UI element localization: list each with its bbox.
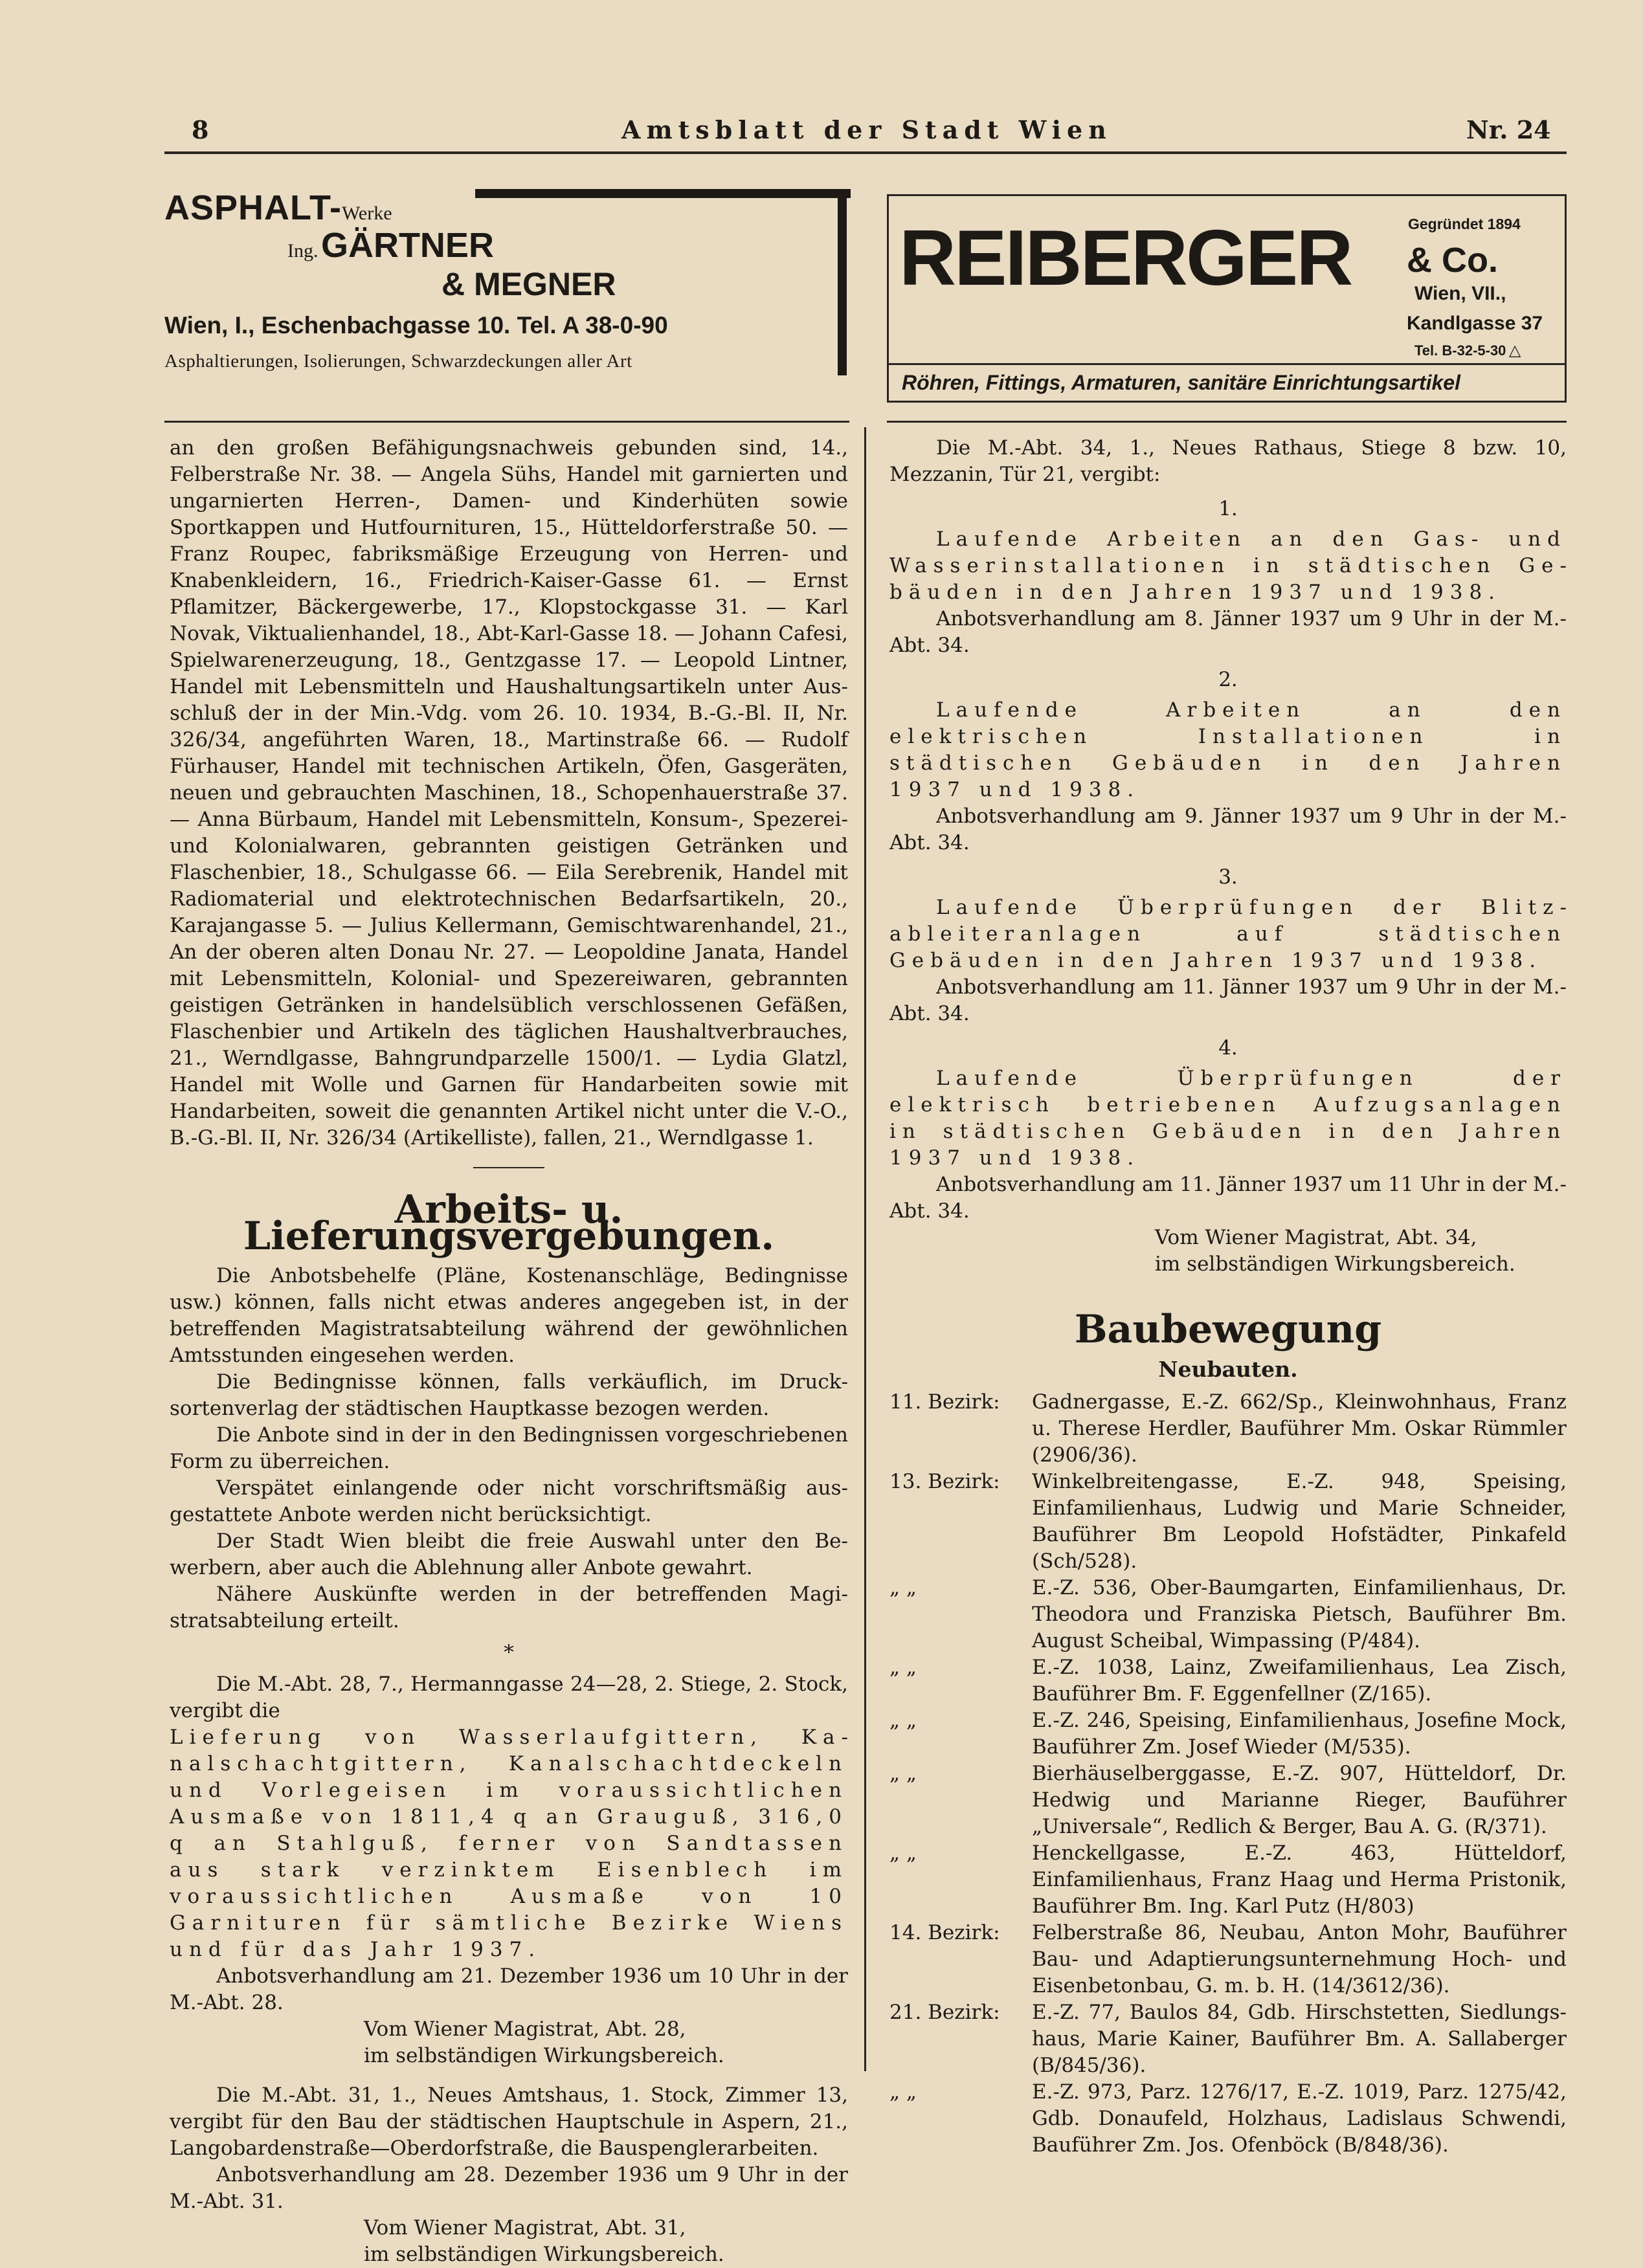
newspaper-title: Amtsblatt der Stadt Wien bbox=[621, 115, 1112, 144]
building-entry bbox=[889, 1999, 1567, 2079]
section-separator bbox=[473, 1167, 544, 1168]
building-entry bbox=[889, 1389, 1567, 1469]
m31-intro: Die M.-Abt. 31, 1., Neues Amtshaus, 1. Stock, Zimmer 13, vergibt für den Bau der städtischen Hauptschule in Aspern, 21., Langobardenstraße—Oberdorfstraße, die Bauspenglerarbeiten. bbox=[170, 2084, 848, 2160]
issue-number: Nr. 24 bbox=[1466, 115, 1551, 144]
entry-text: E.-Z. 246, Speising, Einfamilienhaus, Josefine Mock, Bauführer Zm. Josef Wieder (M/535). bbox=[1032, 1709, 1567, 1759]
building-entry bbox=[889, 1469, 1567, 1575]
district-label: „ „ bbox=[889, 1762, 917, 1785]
column-divider bbox=[864, 427, 866, 2071]
section-heading-baubewegung: Baubewegung bbox=[1074, 1307, 1382, 1352]
asterisk-separator: * bbox=[504, 1641, 514, 1664]
item-number: 4. bbox=[1218, 1036, 1238, 1060]
ad-reiberger-founded: Gegründet 1894 bbox=[1408, 216, 1521, 232]
item-title: Laufende Überprüfungen der elektrisch betriebenen Aufzugsanlagen in städtischen Gebäuden in den Jahren 1937 und 1938. bbox=[889, 1067, 1567, 1170]
item-date: Anbotsverhandlung am 11. Jänner 1937 um 9 Uhr in der M.-Abt. 34. bbox=[889, 975, 1567, 1025]
district-label: 14. Bezirk: bbox=[889, 1921, 1000, 1944]
ad-asphalt-werke: Werke bbox=[342, 203, 392, 224]
vergebungen-paragraph: Die Bedingnisse können, falls verkäuflich, im Drucksortenverlag der städtischen Hauptkasse bezogen werden. bbox=[170, 1370, 848, 1420]
ad-reiberger-tel: Tel. B-32-5-30 bbox=[1414, 342, 1506, 359]
ad-gaertner-address: Wien, I., Eschenbachgasse 10. Tel. A 38-0-90 bbox=[164, 312, 668, 339]
item-title: Laufende Arbeiten an den elektrischen Installationen in städtischen Gebäuden in den Jahren 1937 und 1938. bbox=[889, 698, 1567, 801]
item-number: 3. bbox=[1218, 865, 1238, 889]
building-entry bbox=[889, 1707, 1567, 1761]
district-label: „ „ bbox=[889, 1576, 917, 1599]
item-date: Anbotsverhandlung am 11. Jänner 1937 um 11 Uhr in der M.-Abt. 34. bbox=[889, 1173, 1567, 1223]
right-column bbox=[889, 435, 1567, 2159]
ad-megner-name: & MEGNER bbox=[441, 266, 616, 302]
district-label: „ „ bbox=[889, 1841, 917, 1865]
vergebungen-paragraph: Die Anbotsbehelfe (Pläne, Kostenanschläge, Bedingnisse usw.) können, falls nicht etwas anderes angegeben ist, in der betreffenden Magistratsabteilung während der gewöhnlichen Amtsstunden eingesehen werden. bbox=[170, 1264, 848, 1367]
ad-reiberger-name: REIBERGER bbox=[899, 214, 1352, 302]
ad-reiberger bbox=[887, 194, 1567, 403]
triangle-icon: △ bbox=[1508, 342, 1521, 359]
entry-text: Henckellgasse, E.-Z. 463, Hütteldorf, Einfamilienhaus, Franz Haag und Herma Pristonik, Bauführer Bm. Ing. Karl Putz (H/803) bbox=[1032, 1841, 1567, 1918]
entry-text: E.-Z. 1038, Lainz, Zweifamilienhaus, Lea Zisch, Bauführer Bm. F. Eggenfellner (Z/165). bbox=[1032, 1656, 1567, 1706]
ads-bottom-rule-left bbox=[164, 421, 849, 423]
entry-text: Bierhäuselberggasse, E.-Z. 907, Hütteldorf, Dr. Hedwig und Marianne Rieger, Bauführer „Universale“, Redlich & Berger, Bau A. G. (R/371). bbox=[1032, 1762, 1567, 1838]
ad-black-bar bbox=[475, 189, 851, 198]
item-date: Anbotsverhandlung am 8. Jänner 1937 um 9 Uhr in der M.-Abt. 34. bbox=[889, 607, 1567, 657]
building-entry bbox=[889, 1840, 1567, 1920]
section-heading-vergebungen: Arbeits- u. Lieferungsvergebungen. bbox=[243, 1187, 775, 1259]
trade-licence-list: an den großen Befähigungsnachweis gebunden sind, 14., Felberstraße Nr. 38. — Angela Sühs, Handel mit garnierten und ungarnierten Herren-, Damen- und Kinderhüten sowie Sportkappen und Hutfournituren, 15., Hütteldorferstraße 50. — Franz Roupec, fabriksmäßige Erzeugung von Herren- und Knabenkleidern, 16., Friedrich-Kaiser-Gasse 61. — Ernst Pflamitzer, Bäckergewerbe, 17., Klopstockgasse 31. — Karl Novak, Viktualienhandel, 18., Abt-Karl-Gasse 18. — Johann Cafesi, Spielwarenerzeugung, 18., Gentzgasse 17. — Leopold Lintner, Handel mit Lebensmitteln und Haushaltungsartikeln unter Ausschluß der in der Min.-Vdg. vom 26. 10. 1934, B.-G.-Bl. II, Nr. 326/34, angeführten Waren, 18., Martinstraße 66. — Rudolf Fürhauser, Handel mit technischen Artikeln, Öfen, Gasgeräten, neuen und gebrauchten Maschinen, 18., Schopenhauerstraße 37. — Anna Bürbaum, Handel mit Lebensmitteln, Konsum-, Spezerei- und Kolonialwaren, gebrannten geistigen Getränken und Flaschenbier, 18., Schulgasse 66. — Eila Serebrenik, Handel mit Radiomaterial und elektrotechnischen Bedarfsartikeln, 20., Karajangasse 5. — Julius Kellermann, Gemischtwarenhandel, 21., An der oberen alten Donau Nr. 27. — Leopoldine Janata, Handel mit Lebensmitteln, Kolonial- und Spezereiwaren, gebrannten geistigen Getränken in handelsüblich verschlossenen Gefäßen, Flaschenbier und Artikeln des täglichen Haushaltverbrauches, 21., Werndlgasse, Bahngrundparzelle 1500/1. — Lydia Glatzl, Handel mit Wolle und Garnen für Handarbeiten sowie mit Handarbeiten, soweit die genannten Artikel nicht unter die V.-O., B.-G.-Bl. II, Nr. 326/34 (Artikelliste), fallen, 21., Werndlgasse 1. bbox=[170, 436, 848, 1150]
ad-reiberger-co: & Co. bbox=[1407, 241, 1498, 280]
ads-bottom-rule-right bbox=[887, 421, 1567, 423]
m28-signature: Vom Wiener Magistrat, Abt. 28, bbox=[364, 2018, 686, 2041]
subheading-neubauten: Neubauten. bbox=[1158, 1357, 1298, 1382]
building-entry bbox=[889, 1920, 1567, 1999]
ad-reiberger-street: Kandlgasse 37 bbox=[1407, 313, 1543, 334]
vergebungen-paragraph: Verspätet einlangende oder nicht vorschriftsmäßig ausgestattete Anbote werden nicht berücksichtigt. bbox=[170, 1476, 848, 1526]
m31-signature-scope: im selbständigen Wirkungsbereich. bbox=[364, 2243, 724, 2266]
m28-date: Anbotsverhandlung am 21. Dezember 1936 um 10 Uhr in der M.-Abt. 28. bbox=[170, 1964, 848, 2014]
ad-asphalt-brand: ASPHALT- bbox=[164, 188, 342, 227]
header-rule bbox=[164, 151, 1567, 154]
ad-black-bar-vertical bbox=[838, 189, 847, 375]
ad-gaertner-services: Asphaltierungen, Isolierungen, Schwarzdeckungen aller Art bbox=[164, 351, 632, 372]
ad-asphalt-gaertner bbox=[164, 188, 851, 382]
ad-reiberger-city: Wien, VII., bbox=[1414, 283, 1506, 304]
vergebungen-paragraph: Die Anbote sind in der in den Bedingnissen vorgeschriebenen Form zu überreichen. bbox=[170, 1423, 848, 1473]
m28-intro: Die M.-Abt. 28, 7., Hermanngasse 24—28, 2. Stiege, 2. Stock, vergibt die bbox=[170, 1673, 848, 1722]
m34-signature-scope: im selbständigen Wirkungsbereich. bbox=[1155, 1252, 1515, 1276]
district-label: 11. Bezirk: bbox=[889, 1390, 1000, 1414]
entry-text: E.-Z. 77, Baulos 84, Gdb. Hirschstetten, Siedlungshaus, Marie Kainer, Bauführer Bm. A. Sallaberger (B/845/36). bbox=[1032, 2001, 1567, 2077]
ad-reiberger-products: Röhren, Fittings, Armaturen, sanitäre Einrichtungsartikel bbox=[902, 371, 1460, 394]
ad-reiberger-divider bbox=[889, 363, 1565, 365]
ad-ing: Ing. bbox=[287, 240, 319, 261]
page-number: 8 bbox=[192, 115, 209, 144]
item-title: Laufende Überprüfungen der Blitzableiteranlagen auf städtischen Gebäuden in den Jahren 1937 und 1938. bbox=[889, 896, 1567, 972]
building-entry bbox=[889, 1654, 1567, 1707]
m31-signature: Vom Wiener Magistrat, Abt. 31, bbox=[364, 2216, 686, 2240]
m34-intro: Die M.-Abt. 34, 1., Neues Rathaus, Stiege 8 bzw. 10, Mezzanin, Tür 21, vergibt: bbox=[889, 436, 1567, 486]
district-label: 21. Bezirk: bbox=[889, 2001, 1000, 2024]
left-column bbox=[170, 435, 848, 2268]
m31-date: Anbotsverhandlung am 28. Dezember 1936 um 9 Uhr in der M.-Abt. 31. bbox=[170, 2163, 848, 2213]
entry-text: E.-Z. 536, Ober-Baumgarten, Einfamilienhaus, Dr. Theodora und Franziska Pietsch, Bauführer Bm. August Scheibal, Wimpassing (P/484). bbox=[1032, 1576, 1567, 1652]
m28-signature-scope: im selbständigen Wirkungsbereich. bbox=[364, 2044, 724, 2067]
building-entry bbox=[889, 1575, 1567, 1654]
vergebungen-paragraph: Nähere Auskünfte werden in der betreffenden Magistratsabteilung erteilt. bbox=[170, 1583, 848, 1632]
building-entry bbox=[889, 2079, 1567, 2159]
district-label: „ „ bbox=[889, 2080, 917, 2104]
item-date: Anbotsverhandlung am 9. Jänner 1937 um 9 Uhr in der M.-Abt. 34. bbox=[889, 805, 1567, 854]
district-label: „ „ bbox=[889, 1656, 917, 1679]
district-label: „ „ bbox=[889, 1709, 917, 1732]
ad-gaertner-name: GÄRTNER bbox=[320, 226, 494, 265]
district-label: 13. Bezirk: bbox=[889, 1470, 1000, 1493]
m28-delivery: Lieferung von Wasserlaufgittern, Kanalschachtgittern, Kanalschachtdeckeln und Vorlegeisen im voraussichtlichen Ausmaße von 1811,4 q an Grauguß, 316,0 q an Stahlguß, ferner von Sandtassen aus stark verzinktem Eisenblech im voraussichtlichen Ausmaße von 10 Garnituren für sämtliche Bezirke Wiens und für das Jahr 1937. bbox=[170, 1726, 848, 1961]
item-number: 2. bbox=[1218, 668, 1238, 691]
m34-signature: Vom Wiener Magistrat, Abt. 34, bbox=[1155, 1226, 1477, 1249]
entry-text: Gadnergasse, E.-Z. 662/Sp., Kleinwohnhaus, Franz u. Therese Herdler, Bauführer Mm. Oskar Rümmler (2906/36). bbox=[1032, 1390, 1567, 1467]
item-title: Laufende Arbeiten an den Gas- und Wasserinstallationen in städtischen Gebäuden in den Jahren 1937 und 1938. bbox=[889, 528, 1567, 604]
entry-text: Felberstraße 86, Neubau, Anton Mohr, Bauführer Bau- und Adaptierungsunternehmung Hoch- und Eisenbetonbau, G. m. b. H. (14/3612/36). bbox=[1032, 1921, 1567, 1997]
entry-text: E.-Z. 973, Parz. 1276/17, E.-Z. 1019, Parz. 1275/42, Gdb. Donaufeld, Holzhaus, Ladislaus Schwendi, Bauführer Zm. Jos. Ofenböck (B/848/36). bbox=[1032, 2080, 1567, 2157]
vergebungen-paragraph: Der Stadt Wien bleibt die freie Auswahl unter den Bewerbern, aber auch die Ablehnung aller Anbote gewahrt. bbox=[170, 1529, 848, 1579]
item-number: 1. bbox=[1218, 497, 1238, 520]
entry-text: Winkelbreitengasse, E.-Z. 948, Speising, Einfamilienhaus, Ludwig und Marie Schneider, Bauführer Bm Leopold Hofstädter, Pinkafeld (Sch/528). bbox=[1032, 1470, 1567, 1573]
building-entry bbox=[889, 1761, 1567, 1840]
